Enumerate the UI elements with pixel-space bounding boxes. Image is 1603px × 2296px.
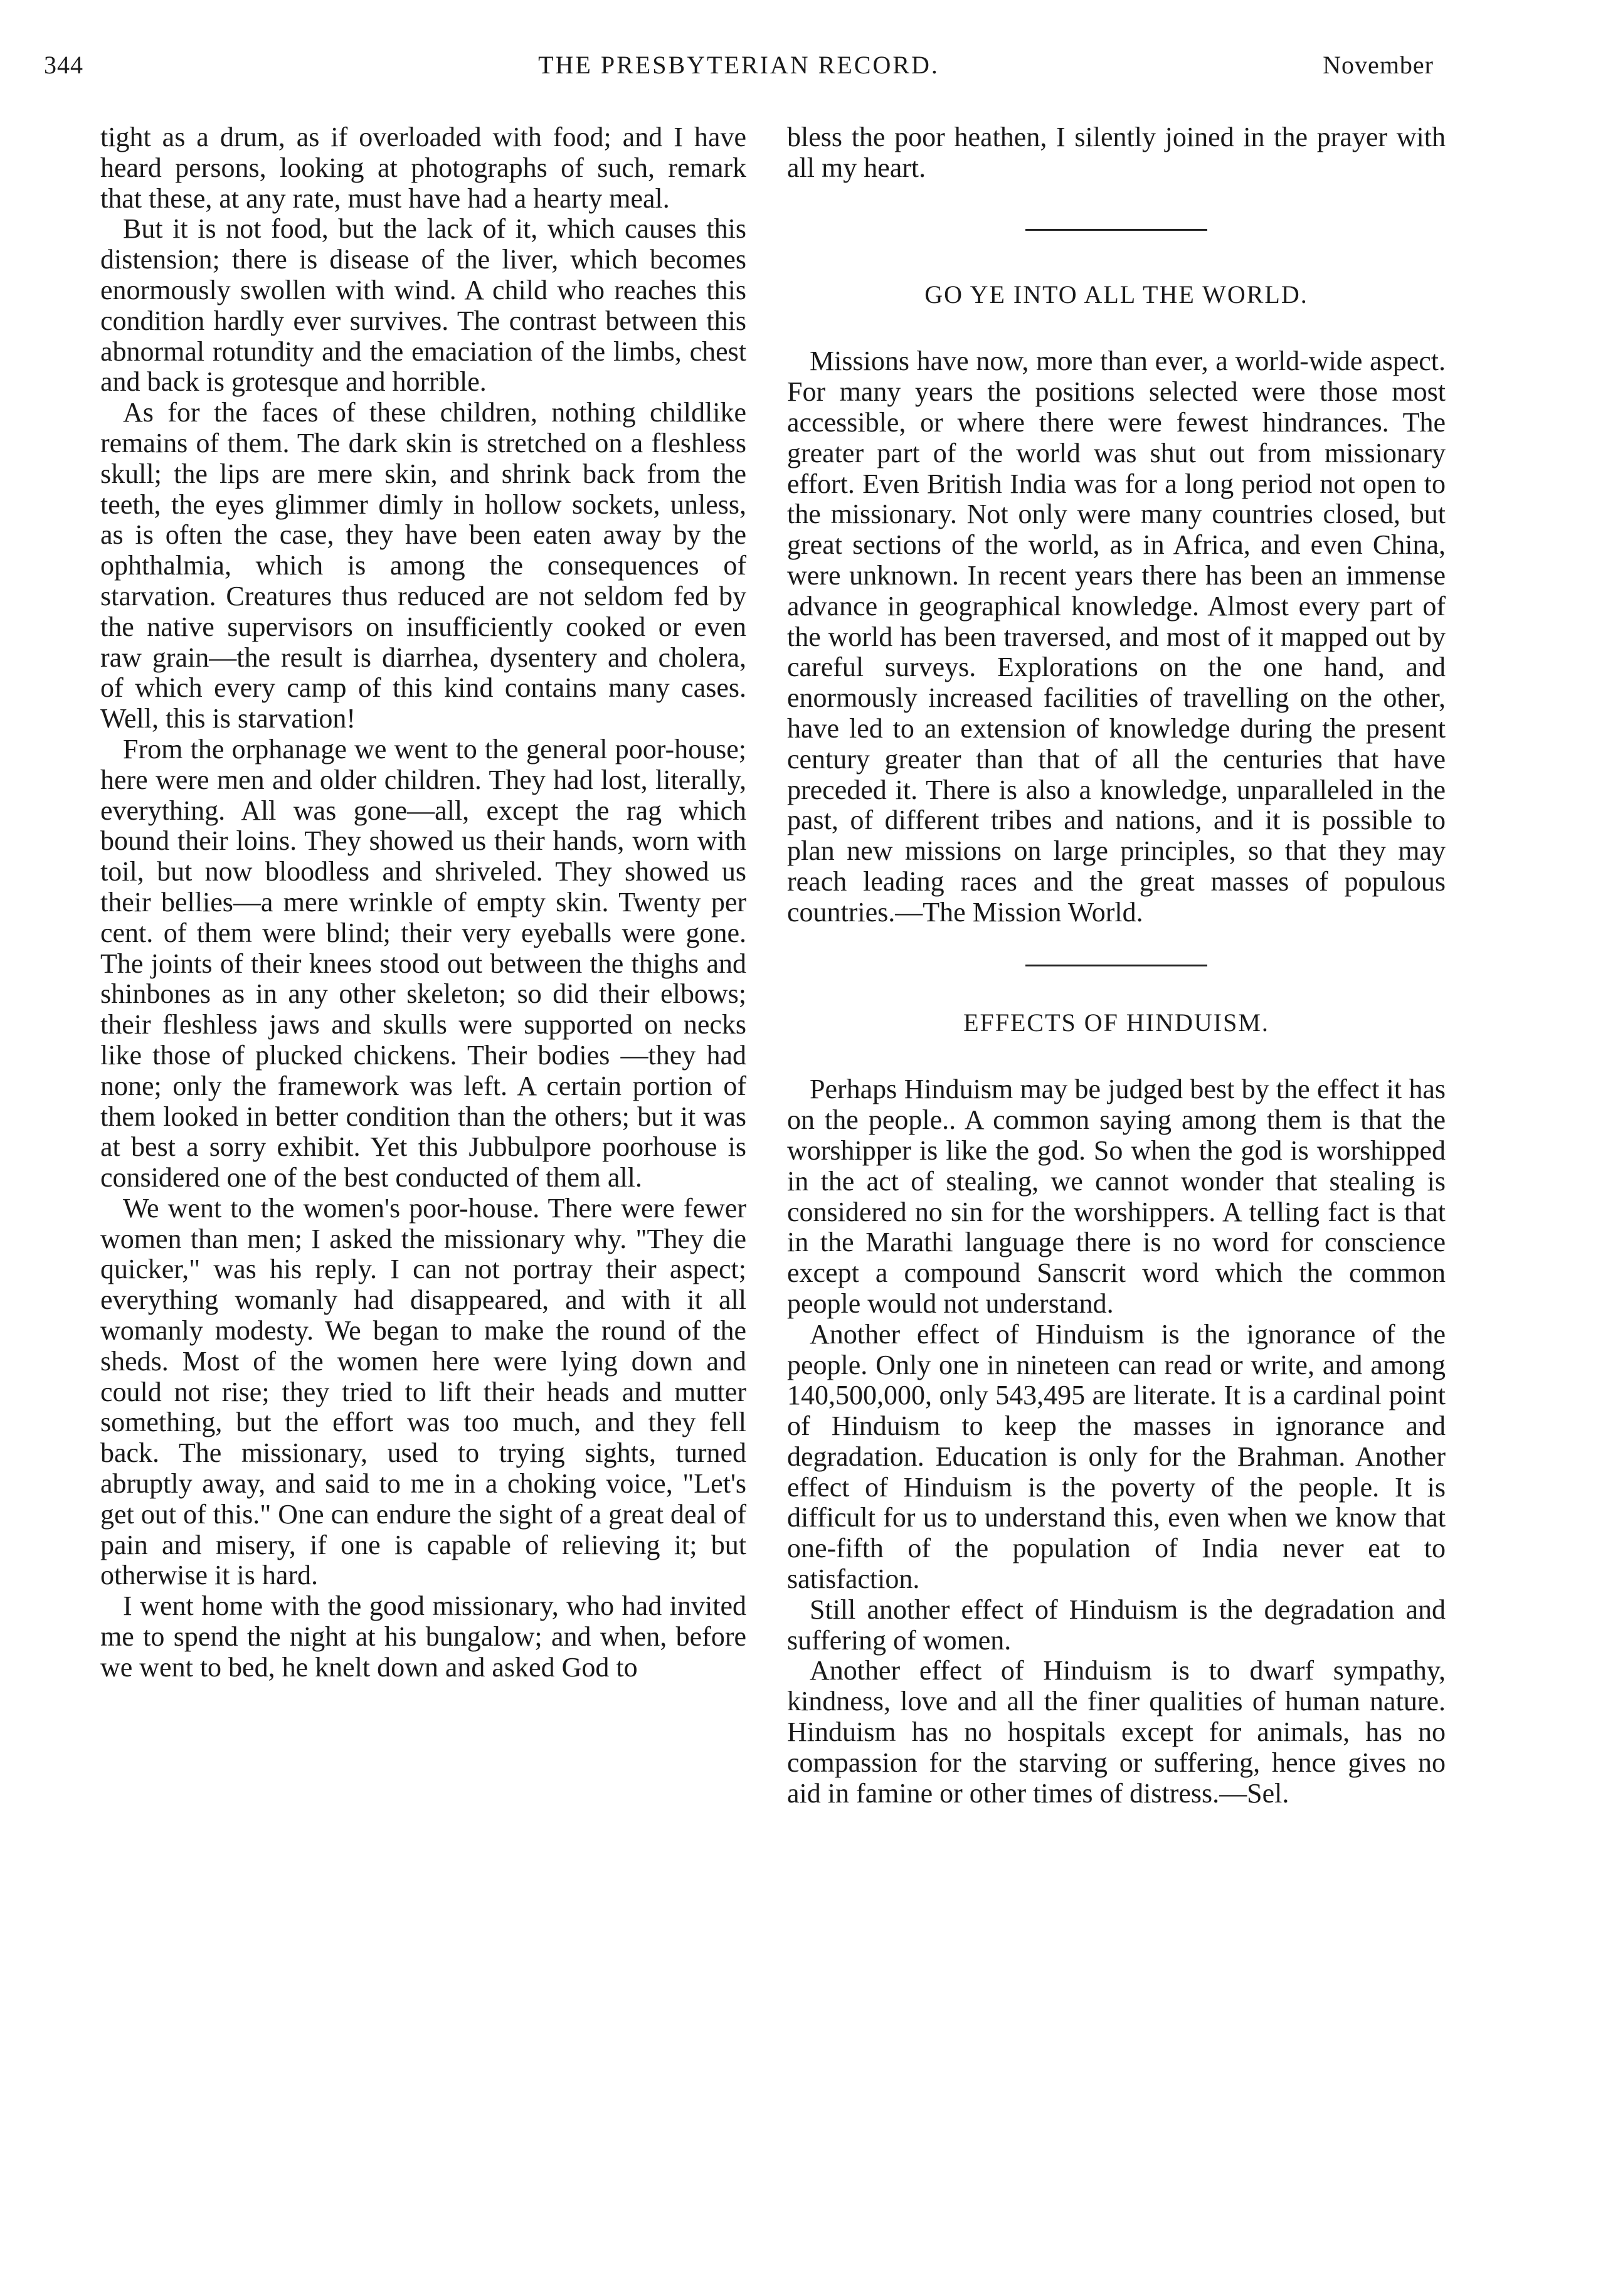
- page-number: 344: [44, 51, 83, 79]
- page-header: [44, 44, 1434, 94]
- paragraph: Another effect of Hinduism is the ignorance of the people. Only one in nineteen can read or write, and among 140,500,000, only 543,495 are literate. It is a cardinal point of Hinduism to keep the masses in ignorance and degradation. Education is only for the Brahman. Another effect of Hinduism is the poverty of the people. It is difficult for us to understand this, even when we know that one-fifth of the population of India never eat to satisfaction.: [787, 1318, 1446, 1595]
- section-divider: [1025, 229, 1207, 231]
- issue-month: November: [1323, 51, 1434, 79]
- paragraph: tight as a drum, as if overloaded with food; and I have heard persons, looking at photographs of such, remark that these, at any rate, must have had a hearty meal.: [100, 122, 746, 214]
- paragraph: But it is not food, but the lack of it, which causes this distension; there is disease of the liver, which becomes enormously swollen with wind. A child who reaches this condition hardly ever survives. The contrast between this abnormal rotundity and the emaciation of the limbs, chest and back is grotesque and horrible.: [100, 213, 746, 398]
- article-heading-go-ye: GO YE INTO ALL THE WORLD.: [924, 280, 1308, 309]
- continuation-paragraph: bless the poor heathen, I silently joined in the prayer with all my heart.: [787, 122, 1446, 183]
- article-heading-hinduism: EFFECTS OF HINDUISM.: [963, 1008, 1269, 1037]
- paragraph: Perhaps Hinduism may be judged best by the effect it has on the people.. A common saying among them is that the worshipper is like the god. So when the god is worshipped in the act of stealing, we cannot wonder that stealing is considered no sin for the worshippers. A telling fact is that in the Marathi language there is no word for conscience except a compound Sanscrit word which the common people would not understand.: [787, 1074, 1446, 1319]
- left-column: [100, 122, 746, 1683]
- paragraph: I went home with the good missionary, who had invited me to spend the night at his bungalow; and when, before we went to bed, he knelt down and asked God to: [100, 1590, 746, 1683]
- paragraph: Still another effect of Hinduism is the degradation and suffering of women.: [787, 1594, 1446, 1656]
- page: [44, 44, 1446, 1809]
- journal-title: THE PRESBYTERIAN RECORD.: [538, 51, 939, 79]
- paragraph: From the orphanage we went to the general poor-house; here were men and older children. They had lost, literally, everything. All was gone—all, except the rag which bound their loins. They showed us their hands, worn with toil, but now bloodless and shriveled. They showed us their bellies—a mere wrinkle of empty skin. Twenty per cent. of them were blind; their very eyeballs were gone. The joints of their knees stood out between the thighs and shinbones as in any other skeleton; so did their elbows; their fleshless jaws and skulls were supported on necks like those of plucked chickens. Their bodies —they had none; only the framework was left. A certain portion of them looked in better condition than the others; but it was at best a sorry exhibit. Yet this Jubbulpore poorhouse is considered one of the best conducted of them all.: [100, 733, 746, 1193]
- right-column: [787, 122, 1446, 1809]
- paragraph: Another effect of Hinduism is to dwarf sympathy, kindness, love and all the finer qualities of human nature. Hinduism has no hospitals except for animals, has no compassion for the starving or suffering, hence gives no aid in famine or other times of distress.—Sel.: [787, 1655, 1446, 1809]
- paragraph: We went to the women's poor-house. There were fewer women than men; I asked the missionary why. "They die quicker," was his reply. I can not portray their aspect; everything womanly had disappeared, and with it all womanly modesty. We began to make the round of the sheds. Most of the women here were lying down and could not rise; they tried to lift their heads and mutter something, but the effort was too much, and they fell back. The missionary, used to trying sights, turned abruptly away, and said to me in a choking voice, "Let's get out of this." One can endure the sight of a great deal of pain and misery, if one is capable of relieving it; but otherwise it is hard.: [100, 1192, 746, 1591]
- paragraph: Missions have now, more than ever, a world-wide aspect. For many years the positions selected were those most accessible, or where there were fewest hindrances. The greater part of the world was shut out from missionary effort. Even British India was for a long period not open to the missionary. Not only were many countries closed, but great sections of the world, as in Africa, and even China, were unknown. In recent years there has been an immense advance in geographical knowledge. Almost every part of the world has been traversed, and most of it mapped out by careful surveys. Explorations on the one hand, and enormously increased facilities of travelling on the other, have led to an extension of knowledge during the present century greater than that of all the centuries that have preceded it. There is also a knowledge, unparalleled in the past, of different tribes and nations, and it is possible to plan new missions on large principles, so that they may reach leading races and the great masses of populous countries.—The Mission World.: [787, 346, 1446, 928]
- paragraph: As for the faces of these children, nothing childlike remains of them. The dark skin is stretched on a fleshless skull; the lips are mere skin, and shrink back from the teeth, the eyes glimmer dimly in hollow sockets, unless, as is often the case, they have been eaten away by the ophthalmia, which is among the consequences of starvation. Creatures thus reduced are not seldom fed by the native supervisors on insufficiently cooked or even raw grain—the result is diarrhea, dysentery and cholera, of which every camp of this kind contains many cases. Well, this is starvation!: [100, 397, 746, 734]
- section-divider: [1025, 965, 1207, 966]
